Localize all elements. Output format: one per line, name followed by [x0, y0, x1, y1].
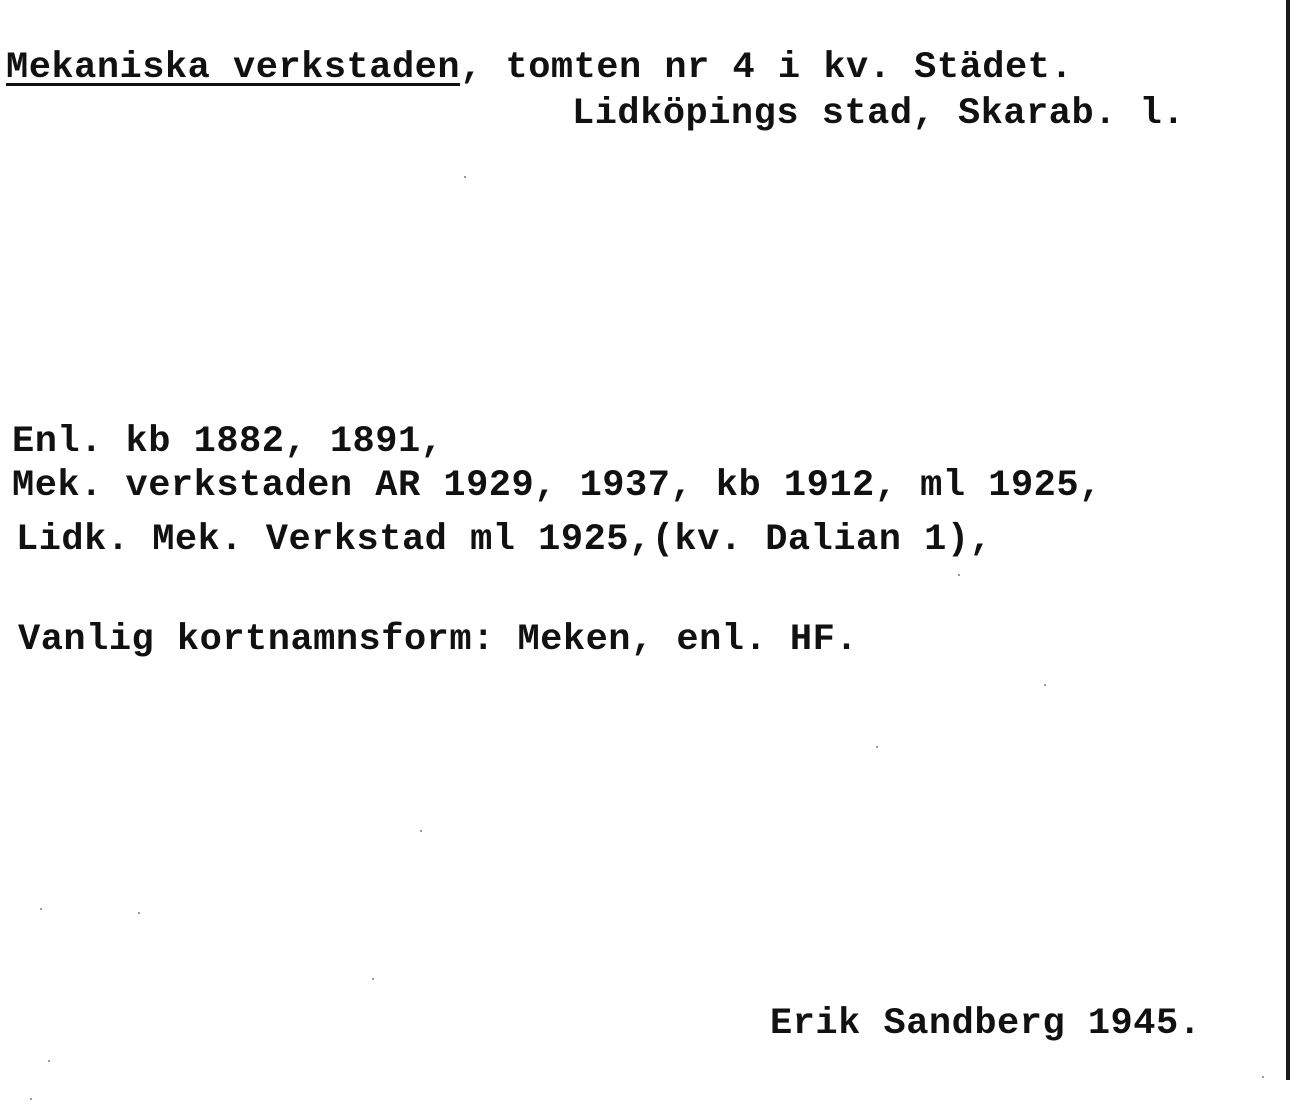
paper-speck — [138, 912, 140, 914]
paper-speck — [420, 830, 422, 832]
card-edge-line — [1286, 0, 1290, 1080]
heading-location: , tomten nr 4 i kv. Städet. — [460, 47, 1074, 89]
paper-speck — [372, 978, 374, 980]
source-line-1: Enl. kb 1882, 1891, — [12, 421, 444, 463]
card-heading-line-2: Lidköpings stad, Skarab. l. — [572, 93, 1185, 135]
signature: Erik Sandberg 1945. — [770, 1003, 1202, 1045]
source-line-3: Lidk. Mek. Verkstad ml 1925,(kv. Dalian 1), — [16, 519, 993, 561]
paper-speck — [958, 574, 960, 576]
short-name-note: Vanlig kortnamnsform: Meken, enl. HF. — [18, 619, 859, 661]
paper-speck — [464, 176, 466, 178]
place-name: Mekaniska verkstaden — [6, 47, 461, 89]
paper-speck — [1262, 1076, 1264, 1078]
source-line-2: Mek. verkstaden AR 1929, 1937, kb 1912, ml 1925, — [12, 465, 1102, 507]
paper-speck — [876, 746, 878, 748]
card-heading-line-1 — [6, 47, 1074, 89]
paper-speck — [48, 1060, 50, 1062]
paper-speck — [30, 1098, 32, 1100]
paper-speck — [40, 908, 42, 910]
paper-speck — [1044, 684, 1046, 686]
